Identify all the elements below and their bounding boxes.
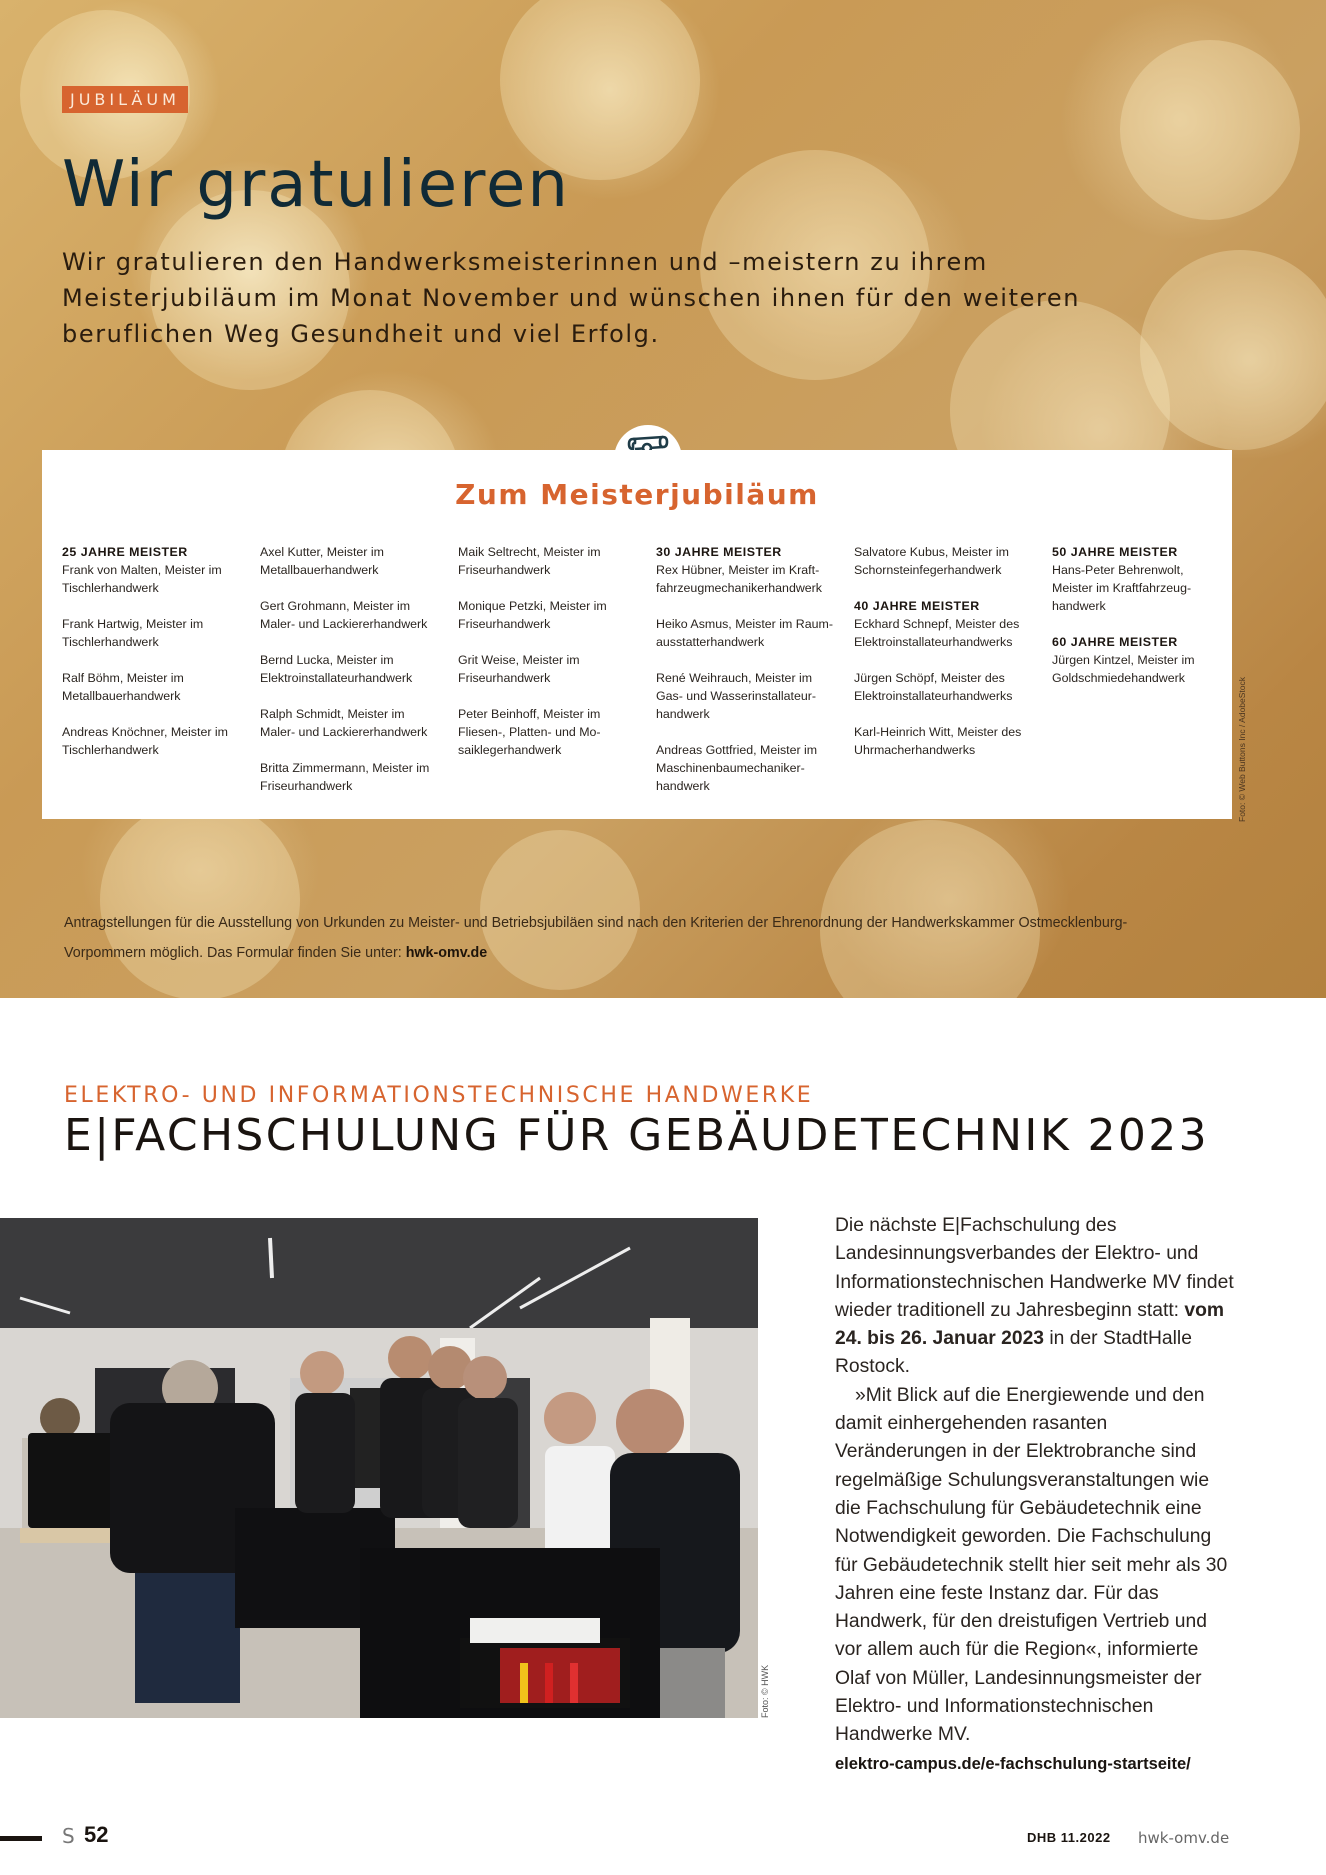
intro-text: Wir gratulieren den Handwerksmeisterinnen und –meistern zu ihrem Meisterjubiläum im Monat November und wünschen ihnen für den weiteren beruflichen Weg Gesundheit und viel Erfolg. [62, 248, 1081, 348]
bokeh-decoration [100, 800, 300, 998]
jubilee-entry [62, 669, 260, 705]
master-name: Jürgen Kintzel, Meister im [1052, 653, 1195, 667]
trade-name: Friseurhandwerk [458, 617, 551, 631]
section-tag: JUBILÄUM [62, 86, 188, 113]
jubilee-column [656, 543, 854, 813]
master-name: Monique Petzki, Meister im [458, 599, 607, 613]
jubilee-column [260, 543, 458, 813]
trade-name: Fliesen-, Platten- und Mo- [458, 725, 601, 739]
trade-name: Tischlerhandwerk [62, 581, 159, 595]
master-name: Salvatore Kubus, Meister im [854, 545, 1009, 559]
image-credit: Foto: © Web Buttons Inc / AdobeStock [1237, 676, 1247, 822]
note-text: Antragstellungen für die Ausstellung von Urkunden zu Meister- und Betriebsjubiläen sind nach den Kriterien der Ehrenordnung der Handwerkskammer Ostmecklenburg-Vorpommern möglich. Das Formular finden Sie unter: [64, 915, 1128, 961]
article-photo [0, 1218, 758, 1718]
master-name: Heiko Asmus, Meister im Raum- [656, 617, 833, 631]
master-name: Andreas Gottfried, Meister im [656, 743, 818, 757]
page-prefix: S [62, 1824, 75, 1848]
jubilee-entry [62, 615, 260, 651]
trade-name: Maler- und Lackiererhandwerk [260, 725, 428, 739]
jubilee-entry [656, 615, 854, 651]
trade-name: Friseurhandwerk [458, 671, 551, 685]
master-name: Peter Beinhoff, Meister im [458, 707, 601, 721]
footer-website[interactable]: hwk-omv.de [1138, 1829, 1230, 1847]
article-link[interactable]: elektro-campus.de/e-fachschulung-startseite/ [835, 1754, 1191, 1773]
event-photo-illustration [0, 1218, 758, 1718]
master-name: Britta Zimmermann, Meister im [260, 761, 430, 775]
master-name: Gert Grohmann, Meister im [260, 599, 411, 613]
article-paragraph-2: »Mit Blick auf die Energiewende und den damit einhergehenden rasanten Veränderungen in der Elektrobranche sind regelmäßige Schulungsveranstaltungen wie die Fachschulung für Gebäudetechnik eine Notwendigkeit geworden. Die Fachschulung für Gebäudetechnik stellt hier seit mehr als 30 Jahren eine feste Instanz dar. Für das Handwerk, für den dreistufigen Vertrieb und vor allem auch für die Region«, informierte Olaf von Müller, Landesinnungsmeister der Elektro- und Informationstechnischen Handwerke MV. [835, 1384, 1228, 1746]
trade-name: ausstatterhandwerk [656, 635, 765, 649]
trade-name: Meister im Kraftfahrzeug- [1052, 581, 1192, 595]
trade-name: Friseurhandwerk [260, 779, 353, 793]
jubilee-entry [1052, 633, 1222, 687]
jubilee-entry [260, 705, 458, 741]
jubilee-entry [656, 669, 854, 723]
anniversary-heading: 50 JAHRE MEISTER [1052, 545, 1178, 559]
master-name: Rex Hübner, Meister im Kraft- [656, 563, 820, 577]
jubilee-entry [260, 651, 458, 687]
master-name: Eckhard Schnepf, Meister des [854, 617, 1020, 631]
jubilee-entry [62, 723, 260, 759]
magazine-issue: DHB 11.2022 [1027, 1830, 1111, 1845]
paragraph-text: Die nächste E|Fachschulung des Landesinnungsverbandes der Elektro- und Informationstechnischen Handwerke MV findet wieder traditionell zu Jahresbeginn statt: [835, 1215, 1234, 1321]
jubilee-entry [854, 597, 1052, 651]
anniversary-heading: 25 JAHRE MEISTER [62, 545, 188, 559]
master-name: Axel Kutter, Meister im [260, 545, 384, 559]
jubilee-entry [260, 543, 458, 579]
master-name: René Weihrauch, Meister im [656, 671, 813, 685]
jubilee-column [62, 543, 260, 813]
trade-name: Elektroinstallateurhandwerks [854, 689, 1013, 703]
event-date: vom 24. bis 26. Januar 2023 [835, 1299, 1225, 1350]
trade-name: Maschinenbaumechaniker- [656, 761, 805, 775]
trade-name: saiklegerhandwerk [458, 743, 562, 757]
jubilee-entry [1052, 543, 1222, 615]
jubilee-entry [458, 705, 656, 759]
article-paragraph-1 [835, 1212, 1235, 1382]
trade-name: Elektroinstallateurhandwerk [260, 671, 413, 685]
trade-name: Friseurhandwerk [458, 563, 551, 577]
trade-name: Uhrmacherhandwerks [854, 743, 976, 757]
article-kicker: ELEKTRO- UND INFORMATIONSTECHNISCHE HANDWERKE [64, 1083, 814, 1108]
anniversary-heading: 60 JAHRE MEISTER [1052, 635, 1178, 649]
trade-name: Metallbauerhandwerk [62, 689, 181, 703]
jubilee-entry [458, 597, 656, 633]
trade-name: Tischlerhandwerk [62, 635, 159, 649]
jubilee-entry [854, 543, 1052, 579]
trade-name: Gas- und Wasserinstallateur- [656, 689, 816, 703]
jubilee-entry [458, 543, 656, 579]
jubilee-entry [656, 543, 854, 597]
note-link[interactable]: hwk-omv.de [405, 945, 488, 961]
trade-name: Tischlerhandwerk [62, 743, 159, 757]
jubilee-column [458, 543, 656, 813]
jubilee-entry [656, 741, 854, 795]
paragraph-text: in der StadtHalle Rostock. [835, 1328, 1192, 1378]
trade-name: Goldschmiedehandwerk [1052, 671, 1185, 685]
application-note [64, 908, 1194, 968]
jubilee-entry [458, 651, 656, 687]
master-name: Karl-Heinrich Witt, Meister des [854, 725, 1022, 739]
jubilee-entry [62, 543, 260, 597]
jubilee-column [854, 543, 1052, 813]
master-name: Bernd Lucka, Meister im [260, 653, 394, 667]
article-body [835, 1212, 1235, 1778]
master-name: Frank Hartwig, Meister im [62, 617, 204, 631]
jubilee-entry [260, 597, 458, 633]
master-name: Jürgen Schöpf, Meister des [854, 671, 1005, 685]
article-headline: E|FACHSCHULUNG FÜR GEBÄUDETECHNIK 2023 [64, 1110, 1210, 1161]
jubilee-entry [260, 759, 458, 795]
trade-name: fahrzeugmechanikerhandwerk [656, 581, 822, 595]
trade-name: Schornsteinfegerhandwerk [854, 563, 1002, 577]
jubilee-list-card [42, 450, 1232, 819]
bokeh-decoration [1120, 40, 1300, 220]
jubilee-column [1052, 543, 1222, 813]
anniversary-heading: 30 JAHRE MEISTER [656, 545, 782, 559]
master-name: Ralph Schmidt, Meister im [260, 707, 405, 721]
card-title: Zum Meisterjubiläum [455, 478, 819, 511]
trade-name: handwerk [656, 707, 710, 721]
master-name: Hans-Peter Behrenwolt, [1052, 563, 1184, 577]
jubilee-columns [62, 543, 1222, 813]
master-name: Frank von Malten, Meister im [62, 563, 222, 577]
trade-name: handwerk [656, 779, 710, 793]
master-name: Grit Weise, Meister im [458, 653, 580, 667]
master-name: Andreas Knöchner, Meister im [62, 725, 228, 739]
jubilee-entry [854, 723, 1052, 759]
jubilee-entry [854, 669, 1052, 705]
master-name: Ralf Böhm, Meister im [62, 671, 184, 685]
trade-name: Metallbauerhandwerk [260, 563, 379, 577]
page-number: 52 [84, 1822, 109, 1847]
photo-credit: Foto: © HWK [760, 1664, 770, 1718]
footer-rule [0, 1836, 42, 1841]
page-title: Wir gratulieren [62, 148, 570, 222]
anniversary-heading: 40 JAHRE MEISTER [854, 599, 980, 613]
trade-name: Elektroinstallateurhandwerks [854, 635, 1013, 649]
trade-name: handwerk [1052, 599, 1106, 613]
trade-name: Maler- und Lackiererhandwerk [260, 617, 428, 631]
master-name: Maik Seltrecht, Meister im [458, 545, 601, 559]
